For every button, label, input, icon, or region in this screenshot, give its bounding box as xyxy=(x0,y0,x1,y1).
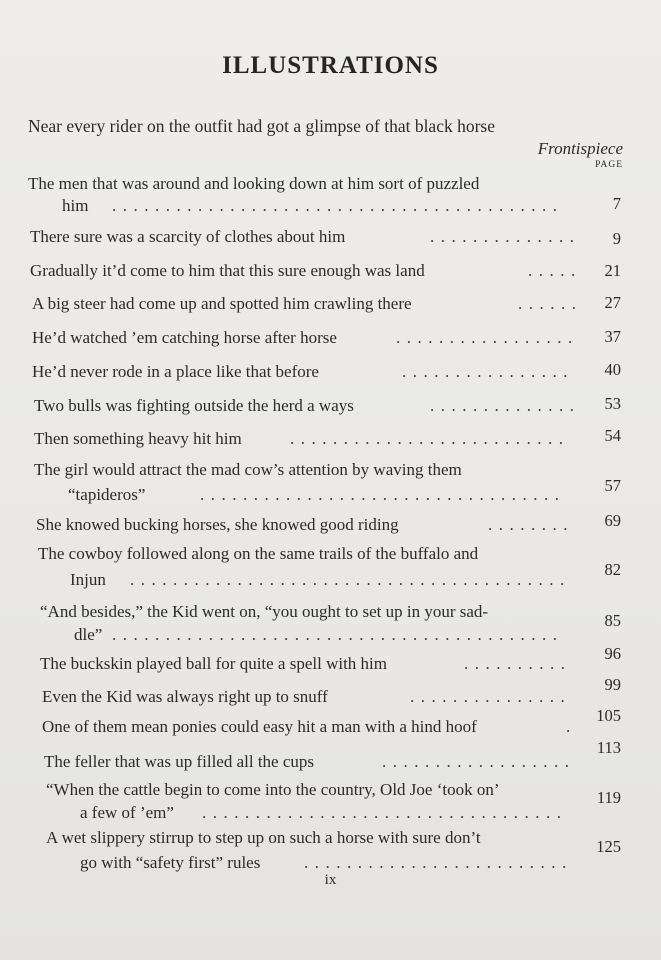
page-number-folio: ix xyxy=(324,872,337,888)
illustration-caption: “And besides,” the Kid went on, “you ought to set up in your sad- xyxy=(40,602,489,621)
dot-leader: .......................................... xyxy=(112,625,564,644)
page-number: 96 xyxy=(604,644,621,663)
dot-leader: ............... xyxy=(410,687,572,706)
page-number: 119 xyxy=(596,788,621,807)
illustration-caption: Two bulls was fighting outside the herd a ways xyxy=(34,396,354,415)
illustration-caption-continued: Injun xyxy=(70,570,106,589)
dot-leader: .................................. xyxy=(200,485,566,504)
illustration-caption-continued: a few of ’em” xyxy=(80,803,174,822)
dot-leader: .............. xyxy=(430,227,581,246)
page-number: 9 xyxy=(612,229,621,248)
dot-leader: .............. xyxy=(430,396,581,415)
illustration-caption-continued: “tapideros” xyxy=(68,485,146,504)
dot-leader: ........ xyxy=(488,515,574,534)
page-number: 54 xyxy=(604,426,621,445)
dot-leader: .................................. xyxy=(202,803,568,822)
dot-leader: .......................... xyxy=(290,429,570,448)
page-number: 69 xyxy=(604,511,621,530)
illustration-caption: The cowboy followed along on the same trails of the buffalo and xyxy=(38,544,479,563)
illustration-caption: Even the Kid was always right up to snuff xyxy=(42,687,328,706)
page-number: 99 xyxy=(604,675,621,694)
page-number: 85 xyxy=(604,611,621,630)
illustration-caption: The men that was around and looking down at him sort of puzzled xyxy=(28,174,480,193)
page-number: 40 xyxy=(604,360,621,379)
dot-leader: ................ xyxy=(402,362,574,381)
illustration-caption: There sure was a scarcity of clothes about him xyxy=(30,227,346,246)
dot-leader: .......................................... xyxy=(112,196,564,215)
page-number: 82 xyxy=(604,560,621,579)
page-number: 27 xyxy=(604,293,621,312)
illustration-caption: One of them mean ponies could easy hit a man with a hind hoof xyxy=(42,717,477,736)
illustration-caption-continued: him xyxy=(62,196,89,215)
dot-leader: ...... xyxy=(518,294,583,313)
illustration-caption: Gradually it’d come to him that this sure enough was land xyxy=(30,261,425,280)
illustration-caption: He’d never rode in a place like that before xyxy=(32,362,319,381)
illustration-caption: The buckskin played ball for quite a spell with him xyxy=(40,654,388,673)
dot-leader: ................. xyxy=(396,328,579,347)
page-column-header: PAGE xyxy=(595,160,623,170)
illustration-caption-continued: go with “safety first” rules xyxy=(80,853,261,872)
page-number: 53 xyxy=(604,394,621,413)
frontispiece-label: Frontispiece xyxy=(537,139,623,158)
page-number: 37 xyxy=(604,327,621,346)
dot-leader: .................. xyxy=(382,752,576,771)
illustration-caption: The feller that was up filled all the cups xyxy=(44,752,315,771)
illustration-caption-continued: dle” xyxy=(74,625,103,644)
page-number: 125 xyxy=(596,837,621,856)
illustration-caption: A wet slippery stirrup to step up on such a horse with sure don’t xyxy=(46,828,481,847)
frontispiece-caption: Near every rider on the outfit had got a glimpse of that black horse xyxy=(28,116,495,136)
illustration-caption: The girl would attract the mad cow’s attention by waving them xyxy=(34,460,462,479)
page-number: 57 xyxy=(604,476,621,495)
illustration-caption: She knowed bucking horses, she knowed good riding xyxy=(36,515,399,534)
dot-leader: ......................... xyxy=(304,853,573,872)
page-number: 105 xyxy=(596,706,621,725)
dot-leader: ..... xyxy=(528,261,582,280)
page-title: ILLUSTRATIONS xyxy=(222,52,439,79)
page-number: 7 xyxy=(612,194,621,213)
illustration-caption: Then something heavy hit him xyxy=(34,429,242,448)
page-number: 21 xyxy=(604,261,621,280)
illustration-caption: “When the cattle begin to come into the country, Old Joe ‘took on’ xyxy=(46,780,500,799)
illustration-caption: A big steer had come up and spotted him crawling there xyxy=(32,294,412,313)
dot-leader: .......... xyxy=(464,654,572,673)
illustration-caption: He’d watched ’em catching horse after horse xyxy=(32,328,337,347)
dot-leader: . xyxy=(566,717,577,736)
page-number: 113 xyxy=(596,738,621,757)
dot-leader: ......................................... xyxy=(130,570,571,589)
